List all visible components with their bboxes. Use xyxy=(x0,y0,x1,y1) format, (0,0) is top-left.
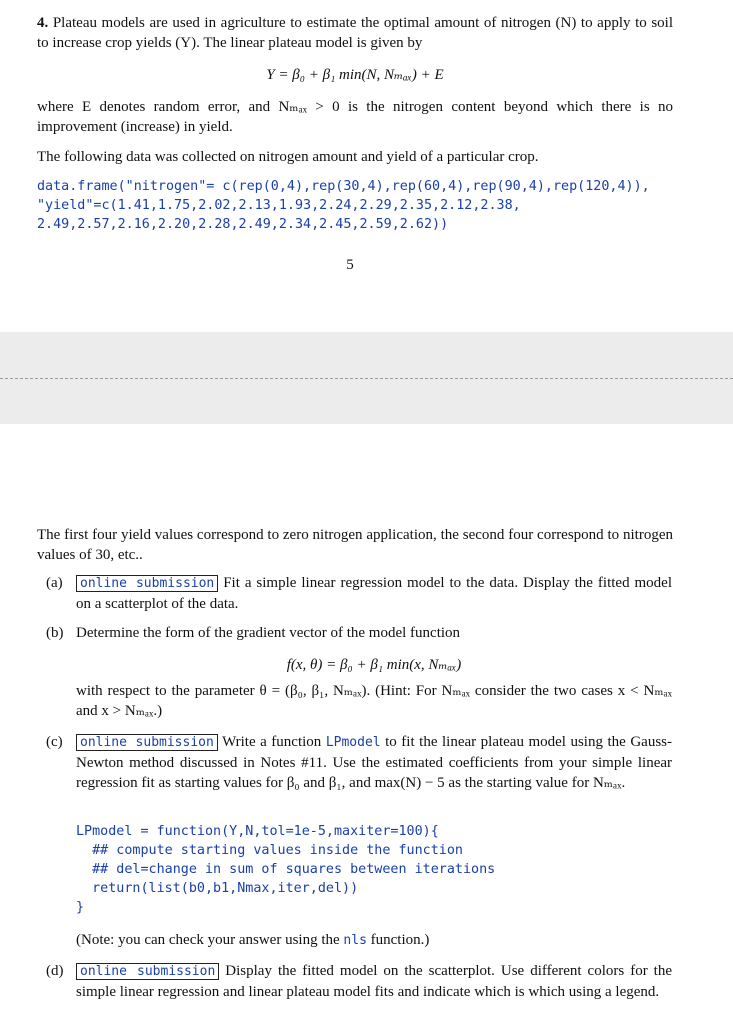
lpmodel-code-line-5: } xyxy=(76,900,85,915)
part-d-body: Display the fitted model on the scatterplot. Use different colors for the simple linear regression and linear plateau model fits and indicate which is which using a legend. xyxy=(76,963,673,1000)
data-intro: The following data was collected on nitrogen amount and yield of a particular crop. xyxy=(37,149,539,165)
page-number: 5 xyxy=(346,257,354,273)
lpmodel-code-line-1: LPmodel = function(Y,N,tol=1e-5,maxiter=100){ xyxy=(76,824,439,839)
part-b-text: Determine the form of the gradient vector of the model function xyxy=(76,625,461,641)
part-a-label: (a) xyxy=(46,575,63,591)
lpmodel-name: LPmodel xyxy=(325,735,381,750)
nls-name: nls xyxy=(343,933,367,948)
part-c-text xyxy=(76,732,672,793)
online-submission-box-d: online submission xyxy=(76,963,219,980)
part-b-equation: f(x, θ) = β₀ + β₁ min(x, Nₘₐₓ) xyxy=(286,657,462,673)
part-b-label: (b) xyxy=(46,625,64,641)
part-c-label: (c) xyxy=(46,734,63,750)
part-a-text xyxy=(76,573,672,614)
part-c-before: Write a function xyxy=(222,734,322,750)
data-code-line-2: "yield"=c(1.41,1.75,2.02,2.13,1.93,2.24,2.29,2.35,2.12,2.38, xyxy=(37,198,521,213)
part-d-label: (d) xyxy=(46,963,64,979)
lpmodel-code-line-3: ## del=change in sum of squares between iterations xyxy=(76,862,496,877)
part-c-note xyxy=(76,930,672,951)
online-submission-box-c: online submission xyxy=(76,734,218,751)
page-separator xyxy=(0,378,733,379)
part-a-body: Fit a simple linear regression model to the data. Display the fitted model on a scatterplot of the data. xyxy=(76,575,673,612)
note-after: function.) xyxy=(370,932,430,948)
problem-number: 4. xyxy=(37,15,49,31)
model-equation: Y = β₀ + β₁ min(N, Nₘₐₓ) + E xyxy=(266,67,444,83)
problem-intro xyxy=(37,13,673,53)
part-b-after: with respect to the parameter θ = (β₀, β₁, Nₘₐₓ). (Hint: For Nₘₐₓ consider the two cases x < Nₘₐₓ and x > Nₘₐₓ.) xyxy=(76,683,672,719)
note-before: (Note: you can check your answer using the xyxy=(76,932,340,948)
part-c-after: to fit the linear plateau model using the Gauss-Newton method discussed in Notes #11. Use the estimated coefficients from your simple linear regression fit as starting values for β₀ and β₁, and max(N) − 5 as the starting value for Nₘₐₓ. xyxy=(76,734,672,791)
where-text: where E denotes random error, and Nₘₐₓ > 0 is the nitrogen content beyond which there is no improvement (increase) in yield. xyxy=(37,99,673,135)
lpmodel-code-line-4: return(list(b0,b1,Nmax,iter,del)) xyxy=(76,881,359,896)
data-code-line-1: data.frame("nitrogen"= c(rep(0,4),rep(30,4),rep(60,4),rep(90,4),rep(120,4)), xyxy=(37,179,650,194)
intro-paragraph: The first four yield values correspond to zero nitrogen application, the second four correspond to nitrogen values of 30, etc.. xyxy=(37,527,673,563)
data-code-line-3: 2.49,2.57,2.16,2.20,2.28,2.49,2.34,2.45,2.59,2.62)) xyxy=(37,217,449,232)
problem-intro-text: Plateau models are used in agriculture to estimate the optimal amount of nitrogen (N) to apply to soil to increase crop yields (Y). The linear plateau model is given by xyxy=(37,15,673,51)
part-d-text xyxy=(76,961,672,1002)
online-submission-box-a: online submission xyxy=(76,575,218,592)
lpmodel-code-line-2: ## compute starting values inside the function xyxy=(76,843,463,858)
